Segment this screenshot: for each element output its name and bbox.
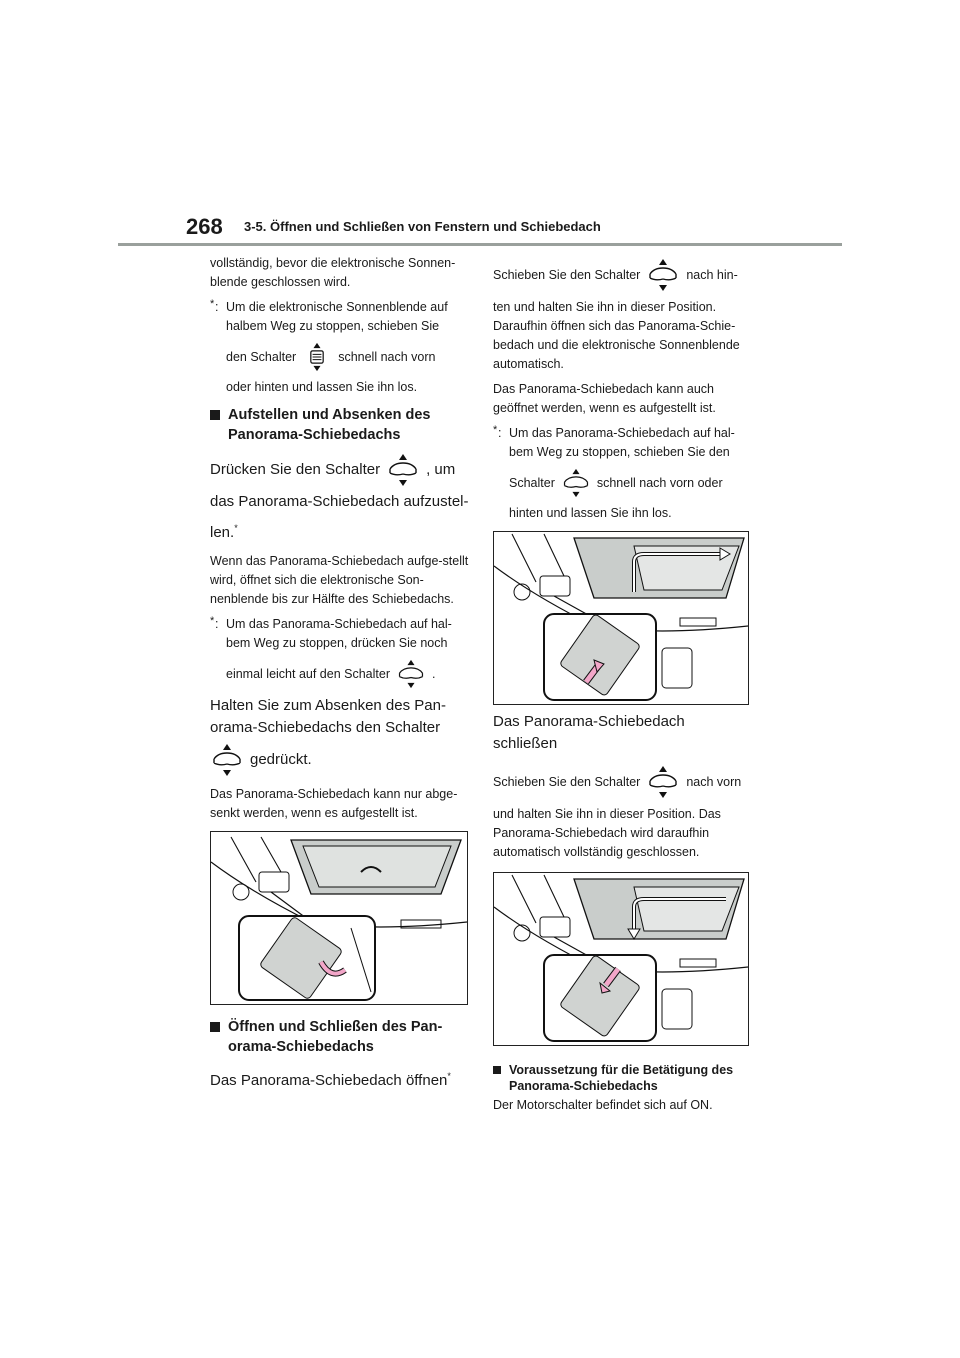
- paragraph-text: len.: [210, 524, 235, 541]
- shade-switch-icon: [302, 342, 332, 372]
- paragraph-text: Schieben Sie den Schalter: [493, 267, 641, 282]
- heading-text: Voraussetzung für die Betätigung des: [509, 1063, 734, 1077]
- footnote-text: schnell nach vorn: [338, 349, 436, 364]
- paragraph-text: nach hin-: [686, 267, 738, 282]
- heading-text: orama-Schiebedachs: [228, 1039, 374, 1055]
- open-illustration: [493, 531, 749, 705]
- footnote-text: .: [431, 666, 436, 681]
- paragraph: [493, 258, 751, 292]
- sunroof-switch-icon: [561, 468, 591, 498]
- footnote-text: hinten und lassen Sie ihn los.: [509, 506, 672, 520]
- left-column: [210, 254, 472, 1096]
- paragraph: Der Motorschalter befindet sich auf ON.: [493, 1098, 713, 1112]
- footnote: * : Um das Panorama-Schiebedach auf hal-bem Weg zu stoppen, schieben Sie den Schalter schnell nach vorn oder hinten und lassen Sie ihn los.: [493, 424, 751, 523]
- paragraph: Das Panorama-Schiebedach kann auch geöffnet werden, wenn es aufgestellt ist.: [493, 382, 716, 415]
- paragraph-text: Das Panorama-Schiebedach schließen: [493, 713, 685, 752]
- bullet-square-icon: [210, 1022, 220, 1032]
- footnote-star: *: [493, 424, 498, 436]
- sunroof-switch-icon: [646, 765, 680, 799]
- heading-text: Panorama-Schiebedachs: [509, 1079, 658, 1093]
- footnote-text: einmal leicht auf den Schalter: [226, 666, 390, 681]
- paragraph: Das Panorama-Schiebedach kann nur abge-senkt werden, wenn es aufgestellt ist.: [210, 787, 458, 820]
- footnote: * : Um die elektronische Sonnenblende auf halbem Weg zu stoppen, schieben Sie den Schalter schnell nach vorn oder hinten und lassen Sie ihn los.: [210, 298, 472, 397]
- sunroof-switch-icon: [210, 743, 244, 777]
- footnote-marker: *: [447, 1071, 451, 1081]
- paragraph-text: gedrückt.: [250, 751, 312, 768]
- footnote-marker: *: [234, 523, 238, 533]
- footnote-text: Um das Panorama-Schiebedach auf hal-bem Weg zu stoppen, schieben Sie den: [509, 426, 735, 459]
- paragraph: [493, 765, 751, 799]
- header-divider: [118, 243, 842, 246]
- paragraph: Wenn das Panorama-Schiebedach aufge-stellt wird, öffnet sich die elektronische Son-nenblende bis zur Hälfte des Schiebedachs.: [210, 554, 469, 606]
- footnote-star: *: [210, 615, 215, 627]
- heading-text: Öffnen und Schließen des Pan-: [228, 1019, 443, 1035]
- paragraph-text: Drücken Sie den Schalter: [210, 461, 381, 478]
- footnote-text: schnell nach vorn oder: [596, 475, 723, 490]
- section-heading: [493, 1062, 751, 1094]
- paragraph: ten und halten Sie ihn in dieser Position. Daraufhin öffnen sich das Panorama-Schie-bedach und die elektronische Sonnenblende automatisch.: [493, 300, 740, 371]
- paragraph-text: Das Panorama-Schiebedach öffnen: [210, 1072, 448, 1089]
- section-heading: [210, 405, 472, 445]
- footnote: * : Um das Panorama-Schiebedach auf hal-bem Weg zu stoppen, drücken Sie noch einmal leicht auf den Schalter .: [210, 615, 472, 689]
- paragraph-text: Schieben Sie den Schalter: [493, 774, 641, 789]
- heading-text: Aufstellen und Absenken des: [228, 407, 431, 423]
- sunroof-switch-icon: [646, 258, 680, 292]
- footnote-star: *: [210, 298, 215, 310]
- paragraph: [210, 453, 472, 487]
- footnote-text: Schalter: [509, 475, 555, 490]
- tilt-illustration: [210, 831, 468, 1005]
- footnote-text: oder hinten und lassen Sie ihn los.: [226, 380, 418, 394]
- sunroof-switch-icon: [386, 453, 420, 487]
- bullet-square-icon: [210, 410, 220, 420]
- section-heading: [210, 1017, 472, 1057]
- close-illustration: [493, 872, 749, 1046]
- paragraph-text: nach vorn: [686, 774, 742, 789]
- bullet-square-icon: [493, 1066, 501, 1074]
- paragraph-text: das Panorama-Schiebedach aufzustel-: [210, 493, 469, 510]
- heading-text: Panorama-Schiebedachs: [228, 427, 401, 443]
- footnote-text: Um die elektronische Sonnenblende auf halbem Weg zu stoppen, schieben Sie: [226, 300, 448, 333]
- page-number: 268: [186, 214, 223, 239]
- paragraph: und halten Sie ihn in dieser Position. Das Panorama-Schiebedach wird daraufhin automatisch vollständig geschlossen.: [493, 807, 721, 859]
- footnote-text: den Schalter: [226, 349, 297, 364]
- sunroof-switch-icon: [396, 659, 426, 689]
- paragraph-text: Halten Sie zum Absenken des Pan-orama-Schiebedachs den Schalter: [210, 697, 446, 736]
- chapter-title: 3-5. Öffnen und Schließen von Fenstern und Schiebedach: [244, 219, 601, 234]
- paragraph-text: , um: [426, 461, 456, 478]
- right-column: [493, 268, 751, 1121]
- footnote-text: Um das Panorama-Schiebedach auf hal-bem Weg zu stoppen, drücken Sie noch: [226, 617, 452, 650]
- paragraph: vollständig, bevor die elektronische Sonnen-blende geschlossen wird.: [210, 256, 456, 289]
